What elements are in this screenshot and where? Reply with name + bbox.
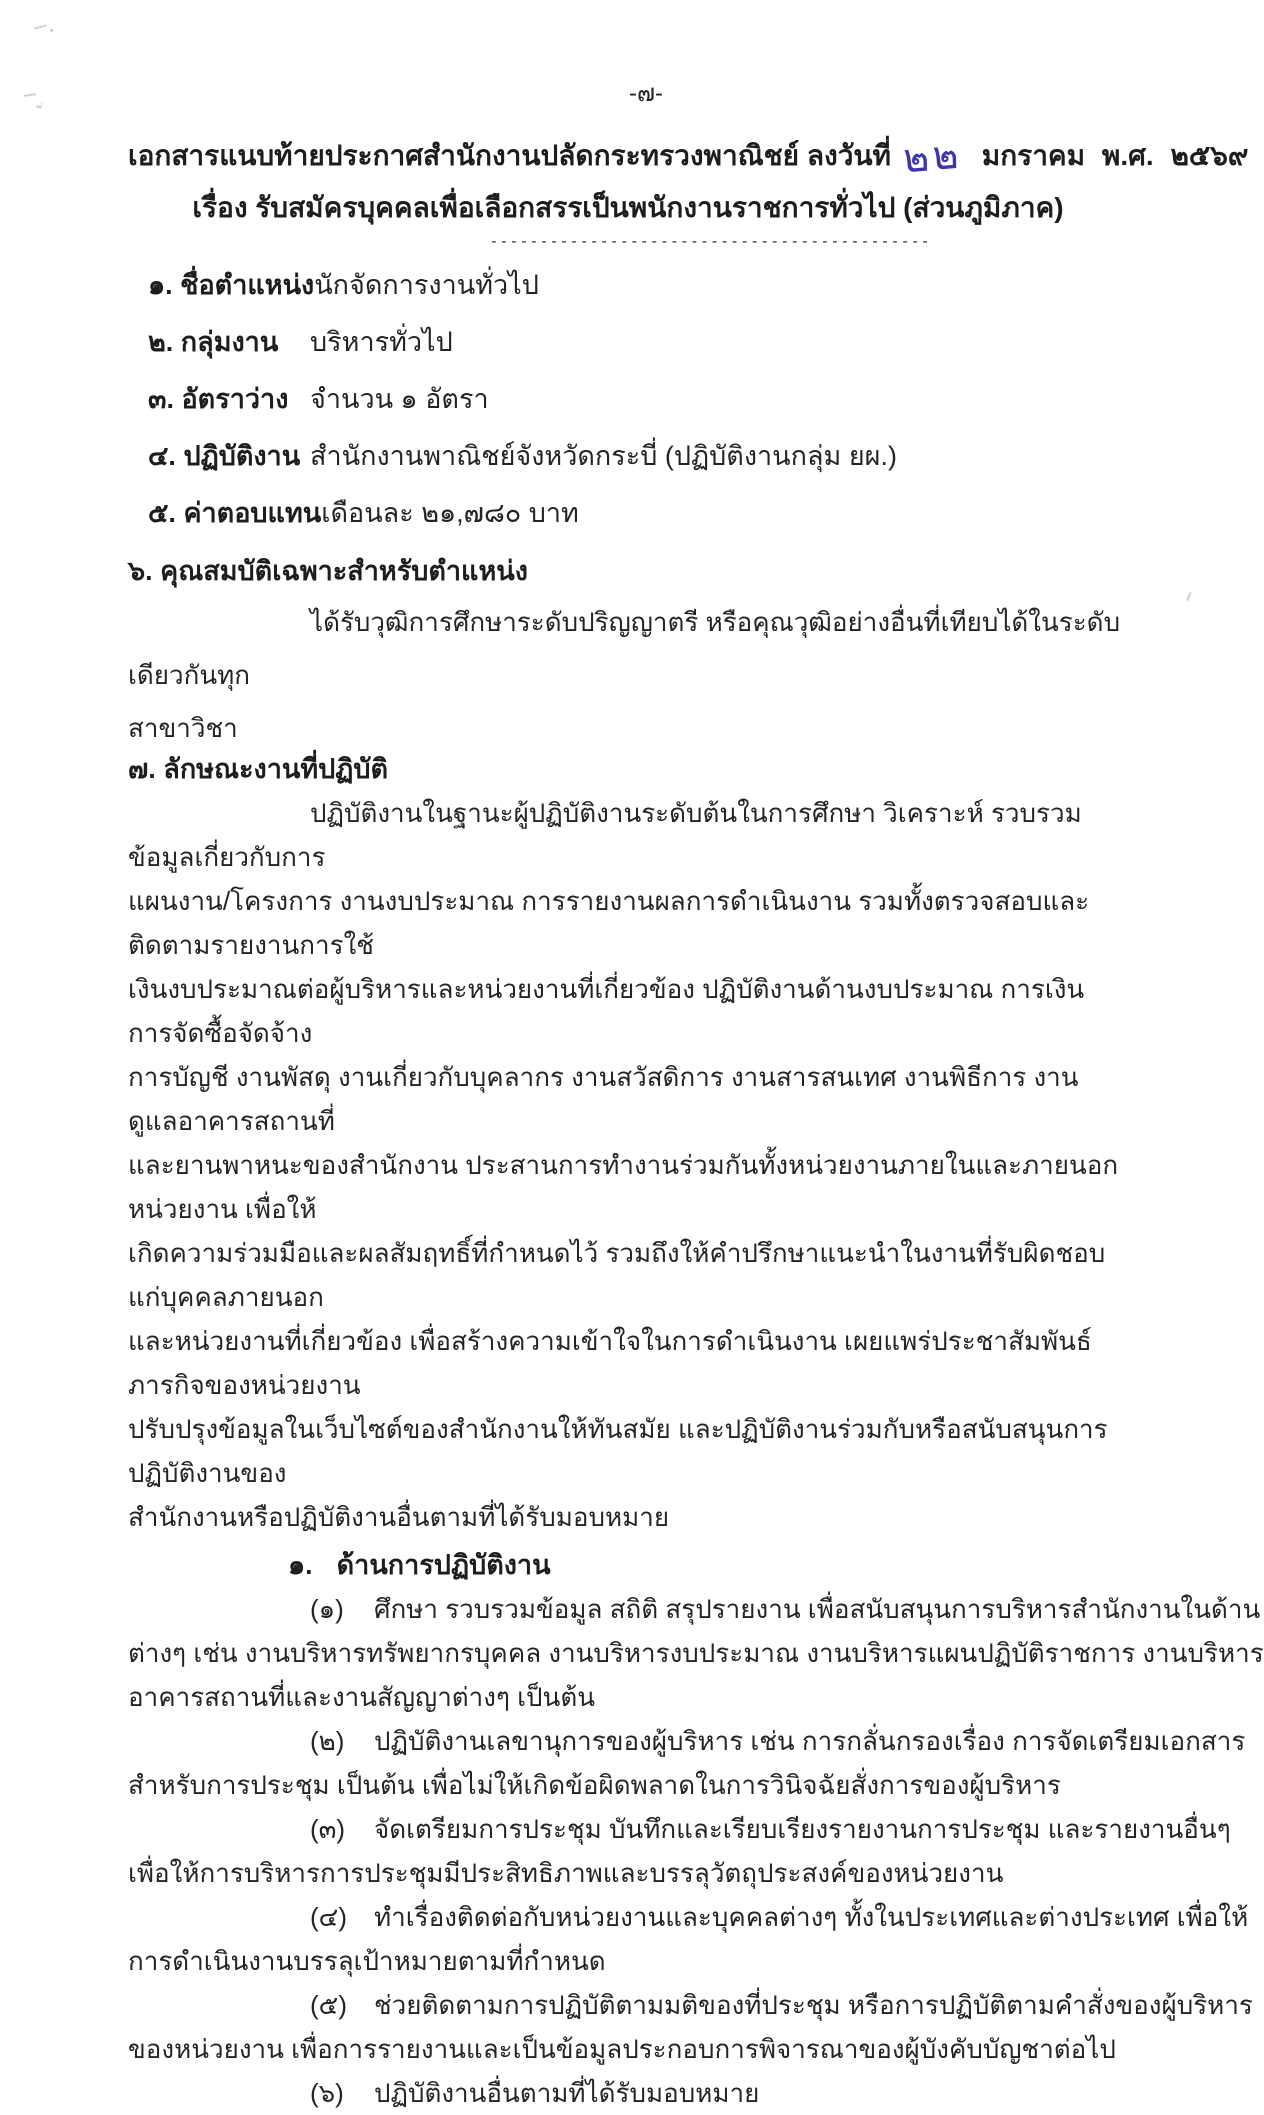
- task-text: อาคารสถานที่และงานสัญญาต่างๆ เป็นต้น: [128, 1682, 595, 1712]
- field-row: [128, 485, 1128, 542]
- text-line: แผนงาน/โครงการ งานงบประมาณ การรายงานผลการดำเนินงาน รวมทั้งตรวจสอบและติดตามรายงานการใช้: [128, 886, 1090, 960]
- field-label: ๑. ชื่อตำแหน่ง: [148, 270, 315, 300]
- section-7-heading: ๗. ลักษณะงานที่ปฏิบัติ: [128, 754, 389, 784]
- dashed-separator-text: --------------------------------------------: [489, 232, 931, 250]
- task-text: เพื่อให้การบริหารการประชุมมีประสิทธิภาพและบรรลุวัตถุประสงค์ของหน่วยงาน: [128, 1858, 1004, 1888]
- subsection-label: ด้านการปฏิบัติงาน: [336, 1550, 551, 1580]
- task-line: [128, 1983, 1253, 2027]
- task-list: [128, 1587, 1264, 2115]
- subsection-heading: [128, 1543, 1128, 1587]
- task-line: [128, 1807, 1231, 1851]
- task-text: ของหน่วยงาน เพื่อการรายงานและเป็นข้อมูลประกอบการพิจารณาของผู้บังคับบัญชาต่อไป: [128, 2034, 1116, 2064]
- task-line: [128, 1719, 1246, 1763]
- text-line: สำนักงานหรือปฏิบัติงานอื่นตามที่ได้รับมอบหมาย: [128, 1502, 670, 1532]
- task-text: สำหรับการประชุม เป็นต้น เพื่อไม่ให้เกิดข้อผิดพลาดในการวินิจฉัยสั่งการของผู้บริหาร: [128, 1770, 1061, 1800]
- text-line: และหน่วยงานที่เกี่ยวข้อง เพื่อสร้างความเข้าใจในการดำเนินงาน เผยแพร่ประชาสัมพันธ์ภารกิจของหน่วยงาน: [128, 1326, 1092, 1400]
- section-7-paragraph: [128, 791, 1128, 1539]
- task-line: [128, 1895, 1249, 1939]
- subject-line: เรื่อง รับสมัครบุคคลเพื่อเลือกสรรเป็นพนักงานราชการทั่วไป (ส่วนภูมิภาค): [192, 192, 1064, 223]
- field-value: สำนักงานพาณิชย์จังหวัดกระบี่ (ปฏิบัติงานกลุ่ม ยผ.): [310, 441, 897, 471]
- text-line: ได้รับวุฒิการศึกษาระดับปริญญาตรี หรือคุณวุฒิอย่างอื่นที่เทียบได้ในระดับเดียวกันทุก: [128, 607, 1121, 690]
- field-label: ๕. ค่าตอบแทน: [148, 498, 322, 528]
- section-6-heading: ๖. คุณสมบัติเฉพาะสำหรับตำแหน่ง: [128, 556, 528, 586]
- title-month-year: มกราคม พ.ศ. ๒๕๖๙: [981, 140, 1249, 171]
- field-label: ๒. กลุ่มงาน: [148, 327, 279, 357]
- task-line: [128, 1675, 1128, 1719]
- section-6-paragraph: [128, 596, 1128, 755]
- subsection-number: ๑.: [288, 1550, 313, 1580]
- task-text: การดำเนินงานบรรลุเป้าหมายตามที่กำหนด: [128, 1946, 606, 1976]
- field-label: ๓. อัตราว่าง: [148, 384, 289, 414]
- title-prefix: เอกสารแนบท้ายประกาศสำนักงานปลัดกระทรวงพาณิชย์ ลงวันที่: [128, 140, 892, 171]
- field-row: [128, 428, 1128, 485]
- task-text: ปฏิบัติงานเลขานุการของผู้บริหาร เช่น การกลั่นกรองเรื่อง การจัดเตรียมเอกสาร: [374, 1726, 1246, 1756]
- handwritten-date: ๒๒: [902, 131, 963, 183]
- field-row: [128, 371, 1128, 428]
- task-text: ต่างๆ เช่น งานบริหารทรัพยากรบุคคล งานบริหารงบประมาณ งานบริหารแผนปฏิบัติราชการ งานบริหาร: [128, 1638, 1264, 1668]
- task-line: [128, 1631, 1264, 1675]
- task-text: ทำเรื่องติดต่อกับหน่วยงานและบุคคลต่างๆ ทั้งในประเทศและต่างประเทศ เพื่อให้: [374, 1902, 1249, 1932]
- task-number: (๖): [310, 2078, 344, 2108]
- field-value: บริหารทั่วไป: [310, 327, 453, 357]
- text-line: สาขาวิชา: [128, 713, 238, 743]
- task-line: [128, 1851, 1128, 1895]
- task-number: (๒): [310, 1726, 345, 1756]
- text-line: เกิดความร่วมมือและผลสัมฤทธิ์ที่กำหนดไว้ รวมถึงให้คำปรึกษาแนะนำในงานที่รับผิดชอบแก่บุคคลภายนอก: [128, 1238, 1106, 1312]
- field-value: จำนวน ๑ อัตรา: [310, 384, 489, 414]
- task-number: (๕): [310, 1990, 347, 2020]
- task-text: ปฏิบัติงานอื่นตามที่ได้รับมอบหมาย: [374, 2078, 760, 2108]
- task-line: [128, 1587, 1261, 1631]
- task-line: [128, 2027, 1128, 2071]
- field-value: เดือนละ ๒๑,๗๘๐ บาท: [321, 498, 579, 528]
- task-number: (๓): [310, 1814, 346, 1844]
- task-number: (๑): [310, 1594, 344, 1624]
- text-line: เงินงบประมาณต่อผู้บริหารและหน่วยงานที่เกี่ยวข้อง ปฏิบัติงานด้านงบประมาณ การเงิน การจัดซื้อจัดจ้าง: [128, 974, 1085, 1048]
- field-row: [128, 257, 1128, 314]
- task-line: [128, 1763, 1128, 1807]
- task-number: (๔): [310, 1902, 347, 1932]
- task-text: ช่วยติดตามการปฏิบัติตามมติของที่ประชุม หรือการปฏิบัติตามคำสั่งของผู้บริหาร: [374, 1990, 1253, 2020]
- position-fields: [128, 257, 1128, 542]
- document-title: [128, 130, 1249, 234]
- task-line: [128, 1939, 1128, 1983]
- task-text: ศึกษา รวบรวมข้อมูล สถิติ สรุปรายงาน เพื่อสนับสนุนการบริหารสำนักงานในด้าน: [374, 1594, 1261, 1624]
- field-label: ๔. ปฏิบัติงาน: [148, 441, 301, 471]
- text-line: การบัญชี งานพัสดุ งานเกี่ยวกับบุคลากร งานสวัสดิการ งานสารสนเทศ งานพิธีการ งานดูแลอาคารสถานที่: [128, 1062, 1079, 1136]
- title-line-1: [128, 130, 1249, 183]
- task-text: จัดเตรียมการประชุม บันทึกและเรียบเรียงรายงานการประชุม และรายงานอื่นๆ: [374, 1814, 1231, 1844]
- field-row: [128, 314, 1128, 371]
- text-line: ปรับปรุงข้อมูลในเว็บไซต์ของสำนักงานให้ทันสมัย และปฏิบัติงานร่วมกับหรือสนับสนุนการปฏิบัติงานของ: [128, 1414, 1108, 1488]
- text-line: และยานพาหนะของสำนักงาน ประสานการทำงานร่วมกันทั้งหน่วยงานภายในและภายนอกหน่วยงาน เพื่อให้: [128, 1150, 1119, 1224]
- page-number: -๗-: [628, 80, 664, 107]
- text-line: ปฏิบัติงานในฐานะผู้ปฏิบัติงานระดับต้นในการศึกษา วิเคราะห์ รวบรวมข้อมูลเกี่ยวกับการ: [128, 798, 1082, 872]
- field-value: นักจัดการงานทั่วไป: [314, 270, 539, 300]
- task-line: [128, 2071, 1128, 2115]
- dashed-separator: [128, 234, 1128, 249]
